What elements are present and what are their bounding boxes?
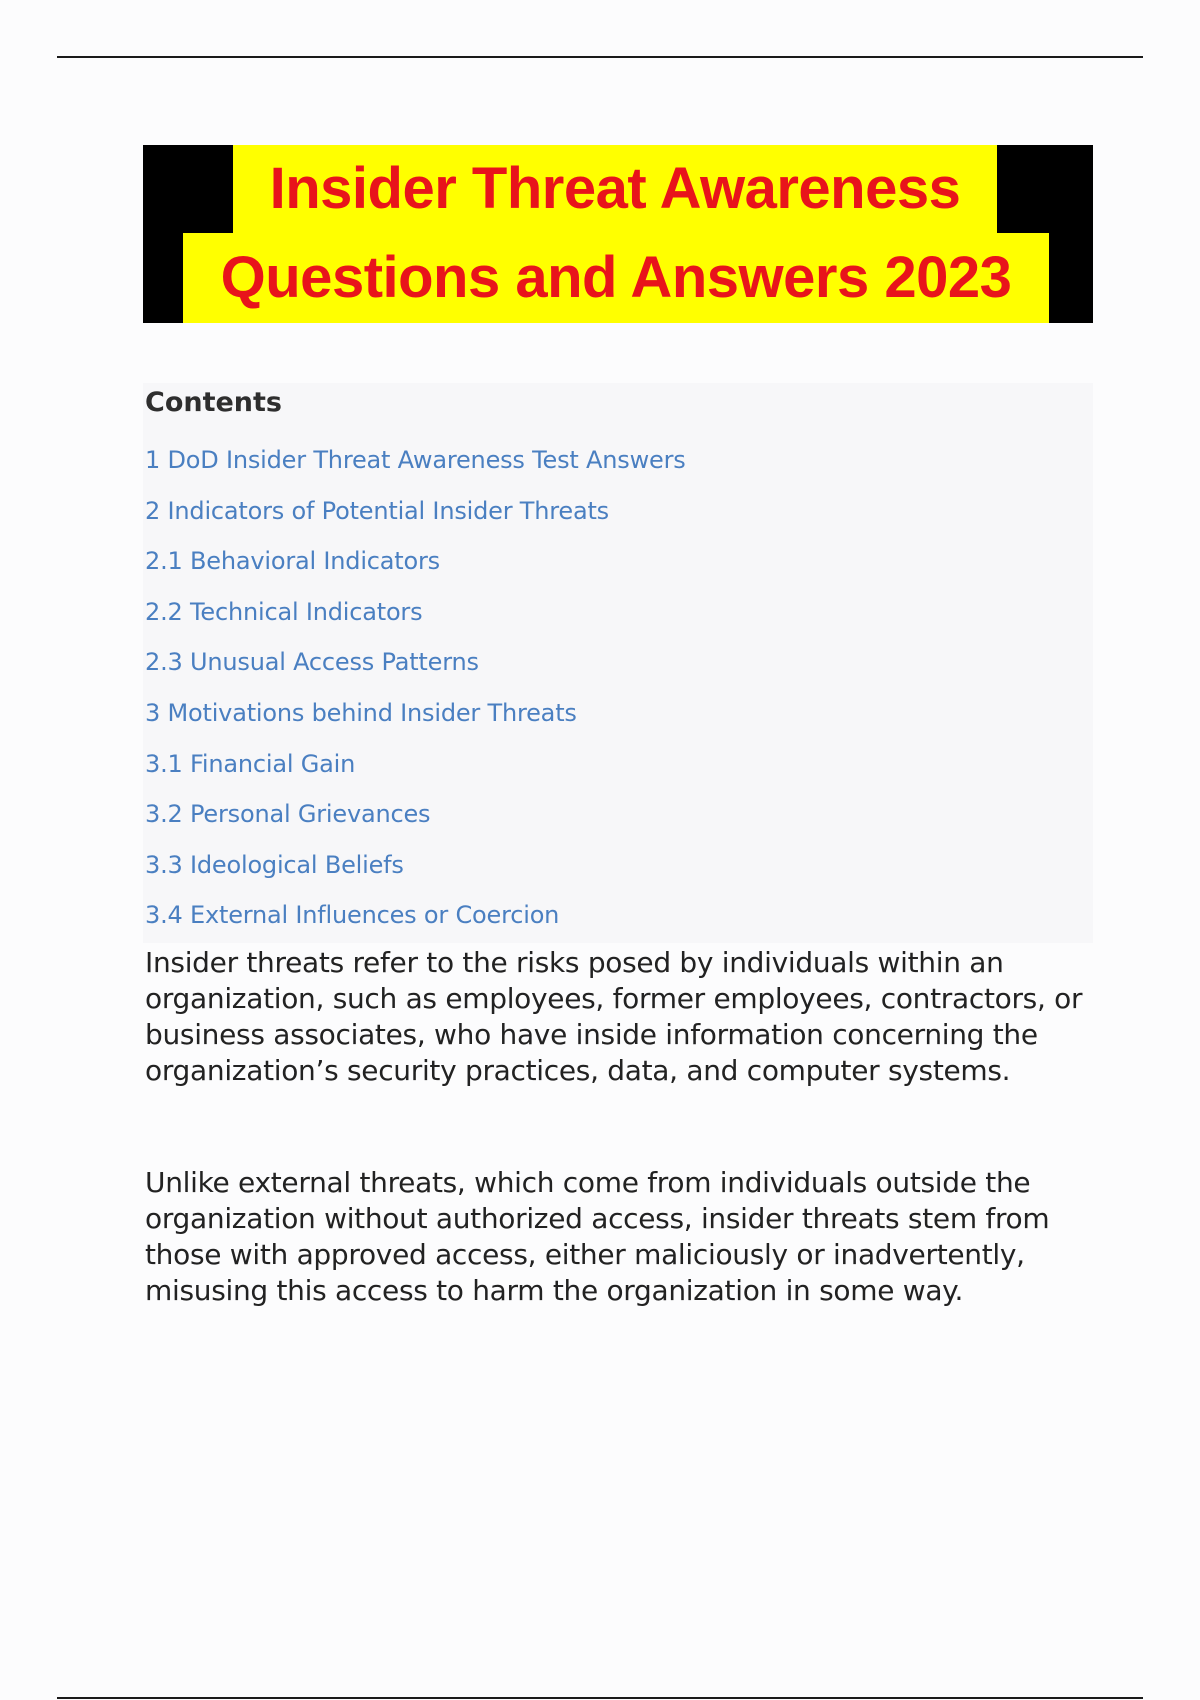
toc-link[interactable]	[145, 486, 686, 537]
toc-number: 3	[145, 698, 161, 727]
intro-paragraph: Insider threats refer to the risks posed by individuals within an organization, such as employees, former employees, contractors, or business associates, who have inside information concerning the organization’s security practices, data, and computer systems.	[145, 946, 1083, 1087]
toc-number: 2	[145, 496, 161, 525]
toc-label: Technical Indicators	[190, 597, 423, 626]
toc-number: 3.2	[145, 800, 183, 829]
toc-label: Behavioral Indicators	[190, 547, 440, 576]
toc-number: 3.1	[145, 749, 183, 778]
document-title-line-2: Questions and Answers 2023	[183, 233, 1049, 323]
toc-link[interactable]	[145, 789, 686, 840]
toc-number: 3.3	[145, 850, 183, 879]
table-of-contents	[143, 383, 1093, 943]
toc-link[interactable]	[145, 890, 686, 941]
header-rule	[57, 56, 1143, 58]
toc-link[interactable]	[145, 536, 686, 587]
toc-heading: Contents	[145, 387, 283, 418]
toc-number: 2.3	[145, 648, 183, 677]
toc-link[interactable]	[145, 688, 686, 739]
footer-rule	[57, 1697, 1143, 1699]
toc-label: Ideological Beliefs	[190, 850, 404, 879]
toc-label: Personal Grievances	[190, 800, 431, 829]
toc-link[interactable]	[145, 840, 686, 891]
toc-list	[145, 435, 686, 941]
toc-number: 2.1	[145, 547, 183, 576]
toc-label: DoD Insider Threat Awareness Test Answers	[167, 446, 686, 474]
toc-label: Indicators of Potential Insider Threats	[167, 496, 609, 525]
comparison-paragraph: Unlike external threats, which come from individuals outside the organization without authorized access, insider threats stem from those with approved access, either maliciously or inadvertently, misusing this access to harm the organization in some way.	[145, 1166, 1050, 1307]
toc-number: 1	[145, 446, 161, 474]
toc-number: 2.2	[145, 597, 183, 626]
toc-link[interactable]	[145, 637, 686, 688]
toc-label: Motivations behind Insider Threats	[167, 698, 577, 727]
toc-link[interactable]	[145, 739, 686, 790]
toc-label: Financial Gain	[190, 749, 356, 778]
toc-link[interactable]	[145, 435, 686, 486]
document-title-line-1: Insider Threat Awareness	[233, 145, 997, 233]
toc-link[interactable]	[145, 587, 686, 638]
toc-number: 3.4	[145, 901, 183, 930]
toc-label: Unusual Access Patterns	[190, 648, 479, 677]
toc-label: External Influences or Coercion	[190, 901, 560, 930]
title-banner	[143, 145, 1093, 323]
